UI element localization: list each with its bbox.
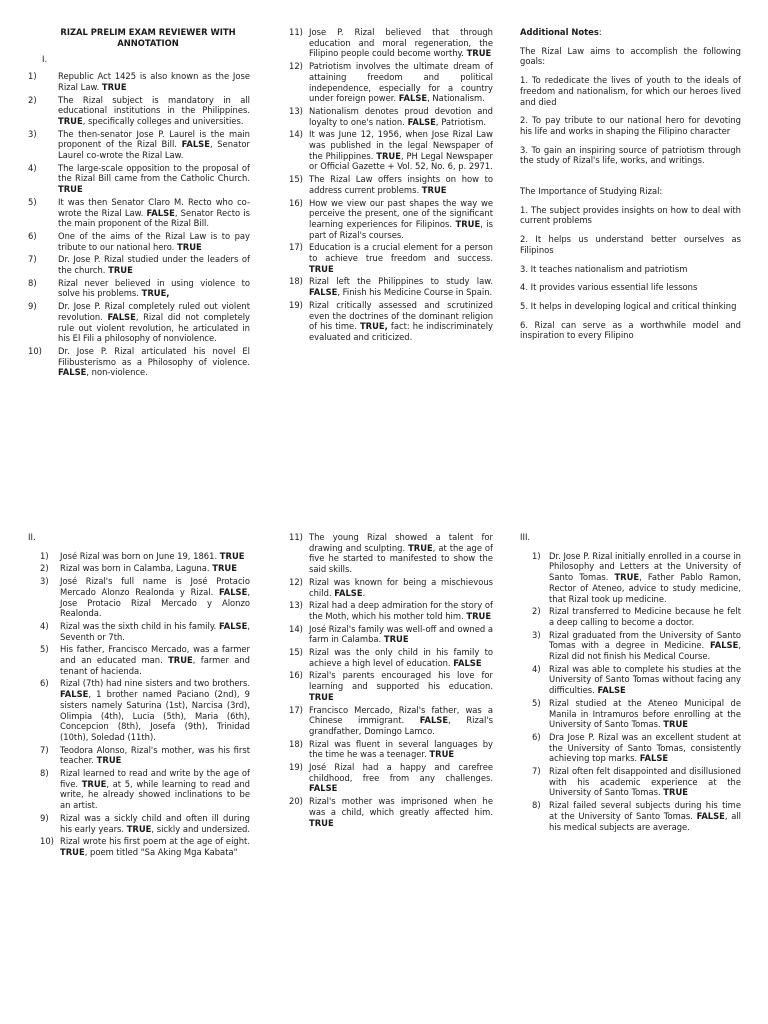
- item-statement: Rizal graduated from the University of Santo Tomas with a degree in Medicine.: [549, 629, 741, 651]
- item-number: 15): [289, 647, 303, 658]
- list-item: [289, 300, 493, 343]
- list-item: [28, 576, 250, 619]
- section1-list-continued: [289, 27, 493, 343]
- note-paragraph: 6. Rizal can serve as a worthwhile model and inspiration to every Filipino: [520, 319, 741, 341]
- item-text: [60, 563, 250, 574]
- answer-mark: FALSE: [218, 620, 248, 631]
- item-text: [309, 705, 493, 737]
- item-number: 6): [40, 678, 49, 689]
- item-text: [309, 198, 493, 241]
- list-item: [289, 198, 493, 241]
- item-statement: Rizal had a deep admiration for the story of the Moth, which his mother told him.: [309, 600, 493, 621]
- item-number: 3): [532, 629, 541, 640]
- item-statement: Rizal often felt disappointed and disillusioned with his academic experience at the University of Santo Tomas.: [549, 766, 741, 798]
- item-statement: Republic Act 1425 is also known as the Jose Rizal Law.: [58, 71, 250, 92]
- item-text: [549, 732, 741, 764]
- item-number: 14): [289, 623, 303, 634]
- list-item: [28, 621, 250, 642]
- section2-numeral: II.: [28, 532, 36, 542]
- item-text: [58, 301, 250, 344]
- item-statement: Dr. Jose P. Rizal studied under the leaders of the church.: [58, 254, 250, 276]
- item-text: [549, 606, 741, 627]
- list-item: [520, 800, 741, 832]
- importance-title: The Importance of Studying Rizal:: [520, 186, 663, 197]
- answer-note: , Seventh or 7th.: [60, 620, 250, 642]
- answer-mark: TRUE: [58, 115, 83, 126]
- item-number: 10): [28, 345, 42, 356]
- item-statement: Rizal was known for being a mischievous child.: [309, 576, 493, 598]
- section3-numeral: III.: [520, 532, 531, 542]
- item-number: 7): [28, 254, 37, 265]
- notes-intro: The Rizal Law aims to accomplish the following goals:: [520, 45, 741, 67]
- answer-mark: FALSE: [597, 685, 626, 696]
- item-statement: One of the aims of the Rizal Law is to pay tribute to our national hero.: [58, 230, 250, 252]
- item-number: 5): [532, 697, 541, 708]
- answer-mark: TRUE: [408, 542, 433, 553]
- list-item: [28, 254, 250, 275]
- item-statement: The large-scale opposition to the proposal of the Rizal Bill came from the Catholic Church.: [58, 162, 250, 184]
- list-item: [289, 242, 493, 274]
- answer-mark: TRUE: [81, 778, 107, 789]
- item-number: 5): [40, 644, 49, 655]
- item-text: [309, 762, 493, 794]
- item-text: [309, 27, 493, 59]
- answer-note: , Jose Protacio Rizal Mercado y Alonzo Realonda.: [60, 586, 250, 619]
- section2-column-left: [28, 532, 250, 860]
- answer-mark: FALSE: [58, 367, 87, 378]
- answer-note: , farmer and tenant of hacienda.: [60, 655, 250, 676]
- item-text: [309, 532, 493, 575]
- answer-mark: TRUE: [383, 634, 409, 645]
- item-statement: Francisco Mercado, Rizal's father, was a Chinese immigrant.: [309, 704, 493, 726]
- item-statement: His father, Francisco Mercado, was a farmer and an educated man.: [60, 644, 250, 666]
- item-statement: Rizal transferred to Medicine because he felt a deep calling to become a doctor.: [549, 606, 741, 627]
- item-statement: José Rizal had a happy and carefree childhood, free from any challenges.: [309, 762, 493, 783]
- answer-mark: TRUE: [168, 655, 193, 666]
- item-text: [60, 621, 250, 642]
- list-item: [28, 129, 250, 161]
- item-number: 12): [289, 576, 303, 587]
- answer-mark: FALSE: [639, 753, 669, 764]
- section3-list: [520, 551, 741, 833]
- answer-mark: TRUE: [421, 184, 447, 195]
- item-statement: José Rizal's family was well-off and owned a farm in Calamba.: [309, 623, 493, 645]
- item-text: [60, 813, 250, 834]
- item-text: [309, 796, 493, 828]
- list-item: [28, 836, 250, 857]
- answer-mark: TRUE: [126, 823, 152, 834]
- item-text: [60, 745, 250, 766]
- item-number: 8): [40, 768, 49, 779]
- item-text: [309, 174, 493, 195]
- answer-note: , Rizal did not finish his Medical Course.: [549, 640, 741, 662]
- item-statement: Rizal was the sixth child in his family.: [60, 620, 217, 631]
- list-item: [289, 762, 493, 794]
- note-paragraph: 1. The subject provides insights on how to deal with current problems: [520, 204, 741, 226]
- list-item: [289, 276, 493, 297]
- item-text: [60, 644, 250, 676]
- item-statement: The young Rizal showed a talent for drawing and sculpting.: [309, 532, 493, 553]
- list-item: [28, 644, 250, 676]
- note-paragraph: 3. To gain an inspiring source of patriotism through the study of Rizal's life, works, and writings.: [520, 144, 741, 166]
- answer-mark: FALSE: [696, 810, 725, 821]
- notes-title-colon: :: [598, 27, 602, 37]
- list-item: [289, 532, 493, 575]
- item-number: 3): [28, 128, 37, 139]
- answer-mark: TRUE: [212, 563, 237, 574]
- item-statement: The Rizal Law offers insights on how to address current problems.: [309, 174, 493, 195]
- list-item: [289, 670, 493, 702]
- item-statement: The Rizal subject is mandatory in all educational institutions in the Philippines.: [58, 94, 250, 116]
- item-number: 8): [532, 800, 541, 811]
- item-statement: Rizal was born in Calamba, Laguna.: [60, 563, 210, 574]
- answer-note: , Father Pablo Ramon, Rector of Ateneo, advice to study medicine, that Rizal took up medicine.: [549, 572, 741, 604]
- item-text: [58, 254, 250, 275]
- answer-mark: TRUE: [309, 263, 334, 274]
- list-item: [520, 732, 741, 764]
- list-item: [289, 739, 493, 760]
- list-item: [28, 163, 250, 195]
- answer-mark: TRUE: [663, 787, 688, 798]
- item-text: [58, 95, 250, 127]
- list-item: [28, 768, 250, 811]
- answer-note: , Senator Recto is the main proponent of the Rizal Bill.: [58, 207, 250, 229]
- item-number: 10): [40, 836, 54, 847]
- list-item: [520, 766, 741, 798]
- answer-note: , PH Legal Newspaper or Official Gazette + Vol. 52, No. 6, p. 2971.: [309, 150, 493, 172]
- item-text: [309, 276, 493, 297]
- section3-column: [520, 532, 741, 834]
- list-item: [28, 231, 250, 252]
- list-item: [289, 174, 493, 195]
- list-item: [289, 796, 493, 828]
- item-number: 19): [289, 762, 303, 773]
- answer-mark: FALSE: [407, 116, 436, 127]
- answer-mark: FALSE: [453, 657, 482, 668]
- answer-note: , all his medical subjects are average.: [549, 810, 741, 832]
- list-item: [289, 129, 493, 172]
- list-item: [289, 624, 493, 645]
- item-number: 18): [289, 738, 303, 749]
- item-number: 11): [289, 532, 303, 542]
- note-paragraph: 4. It provides various essential life lessons: [520, 282, 698, 293]
- document-title: [28, 27, 250, 48]
- answer-note: , at 5, while learning to read and write, he already showed inclinations to be an artist.: [60, 778, 251, 811]
- item-number: 14): [289, 129, 303, 140]
- item-number: 6): [532, 731, 541, 742]
- item-text: [58, 278, 250, 299]
- item-number: 17): [289, 242, 303, 253]
- item-text: [549, 630, 741, 662]
- item-text: [309, 577, 493, 598]
- note-paragraph: 3. It teaches nationalism and patriotism: [520, 263, 688, 274]
- answer-note: fact: he indiscriminately evaluated and criticized.: [309, 321, 493, 342]
- item-text: [60, 576, 250, 619]
- item-number: 2): [40, 563, 49, 574]
- answer-mark: FALSE: [334, 587, 363, 598]
- item-number: 3): [40, 576, 49, 587]
- answer-mark: FALSE: [398, 93, 428, 104]
- answer-mark: FALSE: [309, 287, 338, 298]
- answer-mark: TRUE,: [359, 321, 388, 332]
- note-paragraph: 5. It helps in developing logical and critical thinking: [520, 300, 737, 311]
- section2-list-continued: [289, 532, 493, 828]
- answer-note: , Rizal did not completely rule out violent revolution, he articulated in his El Fili a philosophy of nonviolence.: [58, 311, 251, 344]
- item-text: [309, 624, 493, 645]
- item-number: 1): [532, 550, 541, 561]
- answer-mark: TRUE: [58, 184, 83, 195]
- answer-note: , is part of Rizal's courses.: [309, 218, 493, 240]
- importance-list: [520, 205, 741, 341]
- answer-note: , non-violence.: [86, 367, 148, 378]
- item-number: 20): [289, 796, 303, 807]
- item-statement: Rizal failed several subjects during his time at the University of Santo Tomas.: [549, 800, 741, 821]
- item-text: [60, 551, 250, 562]
- list-item: [520, 664, 741, 696]
- title-line2: ANNOTATION: [117, 37, 179, 48]
- item-number: 17): [289, 704, 303, 715]
- answer-mark: FALSE: [309, 783, 338, 794]
- list-item: [520, 698, 741, 730]
- item-text: [309, 600, 493, 621]
- answer-mark: FALSE: [709, 640, 739, 651]
- section2-list: [28, 551, 250, 858]
- answer-note: , 1 brother named Paciano (2nd), 9 sisters namely Saturina (1st), Narcisa (3rd), Olimpia (4th), Lucia (5th), Maria (6th), Concepcion (8th), Josefa (9th), Trinidad (10th), Soledad (11th).: [60, 689, 250, 742]
- list-item: [28, 95, 250, 127]
- item-statement: Education is a crucial element for a person to achieve true freedom and success.: [309, 242, 493, 264]
- note-paragraph: 1. To rededicate the lives of youth to the ideals of freedom and nationalism, for which our heroes lived and died: [520, 75, 741, 107]
- list-item: [28, 301, 250, 344]
- item-statement: Dr. Jose P. Rizal completely ruled out violent revolution.: [58, 301, 250, 322]
- item-number: 19): [289, 299, 303, 310]
- list-item: [289, 106, 493, 127]
- item-statement: Dra Jose P. Rizal was an excellent student at the University of Santo Tomas, consistently achieving top marks.: [549, 731, 741, 764]
- item-number: 4): [28, 162, 37, 173]
- item-statement: Rizal's mother was imprisoned when he was a child, which greatly affected him.: [309, 796, 493, 817]
- item-text: [58, 346, 250, 378]
- answer-mark: TRUE: [376, 150, 401, 161]
- item-number: 16): [289, 670, 303, 681]
- section2-column-right: [289, 532, 493, 830]
- list-item: [289, 61, 493, 104]
- item-statement: Rizal wrote his first poem at the age of eight.: [60, 836, 250, 847]
- item-text: [549, 800, 741, 832]
- item-number: 1): [40, 550, 49, 561]
- list-item: [28, 745, 250, 766]
- answer-mark: TRUE: [466, 48, 492, 59]
- item-text: [549, 664, 741, 696]
- item-number: 6): [28, 230, 37, 241]
- item-text: [549, 766, 741, 798]
- item-text: [58, 231, 250, 252]
- item-text: [549, 698, 741, 730]
- item-number: 8): [28, 277, 37, 288]
- item-number: 18): [289, 276, 303, 287]
- item-text: [60, 836, 250, 857]
- item-statement: Teodora Alonso, Rizal's mother, was his first teacher.: [60, 744, 250, 766]
- item-text: [309, 670, 493, 702]
- answer-mark: TRUE: [309, 817, 334, 828]
- item-statement: José Rizal's full name is José Protacio Mercado Alonzo Realonda y Rizal.: [60, 576, 250, 597]
- item-text: [309, 129, 493, 172]
- item-number: 4): [532, 663, 541, 674]
- list-item: [289, 577, 493, 598]
- answer-mark: TRUE: [429, 749, 455, 760]
- note-paragraph: 2. It helps us understand better ourselves as Filipinos: [520, 234, 741, 255]
- item-number: 1): [28, 71, 37, 82]
- item-number: 12): [289, 61, 303, 72]
- list-item: [520, 630, 741, 662]
- item-statement: José Rizal was born on June 19, 1861.: [60, 550, 218, 561]
- item-statement: The then-senator Jose P. Laurel is the main proponent of the Rizal Bill.: [58, 128, 250, 150]
- item-text: [309, 739, 493, 760]
- answer-note: , sickly and undersized.: [151, 823, 250, 834]
- answer-mark: FALSE: [146, 207, 175, 218]
- answer-mark: FALSE: [419, 715, 449, 726]
- answer-mark: TRUE,: [141, 288, 170, 299]
- answer-mark: FALSE: [60, 689, 89, 700]
- item-text: [58, 197, 250, 229]
- item-statement: Rizal was the only child in his family to achieve a high level of education.: [309, 647, 493, 668]
- list-item: [28, 278, 250, 299]
- answer-note: , Patriotism.: [435, 116, 487, 127]
- item-text: [549, 551, 741, 605]
- list-item: [289, 27, 493, 59]
- item-text: [58, 71, 250, 92]
- list-item: [28, 551, 250, 562]
- section1-column-right: [289, 27, 493, 345]
- item-text: [309, 61, 493, 104]
- section1-list: [28, 71, 250, 378]
- item-text: [60, 678, 250, 742]
- answer-mark: TRUE: [614, 572, 640, 583]
- answer-mark: TRUE: [96, 755, 122, 766]
- note-paragraph: 2. To pay tribute to our national hero for devoting his life and works in shaping the Filipino character: [520, 115, 741, 136]
- item-number: 13): [289, 600, 303, 611]
- item-statement: How we view our past shapes the way we perceive the present, one of the significant learning experiences for Filipinos.: [309, 197, 493, 229]
- item-statement: Rizal's parents encouraged his love for learning and supported his education.: [309, 670, 493, 692]
- answer-mark: TRUE: [108, 265, 133, 276]
- answer-note: , at the age of five he started to manifested to show the said skills.: [309, 542, 493, 575]
- item-text: [309, 647, 493, 668]
- answer-mark: TRUE: [309, 691, 334, 702]
- answer-note: , specifically colleges and universities.: [82, 115, 244, 126]
- list-item: [28, 813, 250, 834]
- item-statement: Dr. Jose P. Rizal articulated his novel El Filibusterismo as a Philosophy of violence.: [58, 345, 250, 367]
- item-text: [58, 129, 250, 161]
- answer-note: , Nationalism.: [427, 93, 485, 104]
- item-number: 16): [289, 197, 303, 208]
- list-item: [289, 705, 493, 737]
- item-text: [60, 768, 250, 811]
- item-text: [309, 106, 493, 127]
- item-number: 9): [28, 301, 37, 312]
- title-line1: RIZAL PRELIM EXAM REVIEWER WITH: [60, 27, 236, 37]
- item-number: 7): [40, 744, 49, 755]
- item-number: 2): [28, 94, 37, 105]
- item-number: 4): [40, 620, 49, 631]
- list-item: [289, 600, 493, 621]
- notes-title: Additional Notes: [520, 27, 599, 37]
- item-number: 9): [40, 812, 49, 823]
- answer-note: , Senator Laurel co-wrote the Rizal Law.: [58, 139, 250, 161]
- answer-mark: TRUE: [101, 81, 127, 92]
- item-number: 2): [532, 606, 541, 617]
- item-number: 15): [289, 174, 303, 185]
- answer-mark: TRUE: [663, 719, 688, 730]
- item-number: 5): [28, 196, 37, 207]
- item-statement: Rizal was a sickly child and often ill during his early years.: [60, 812, 250, 834]
- item-text: [58, 163, 250, 195]
- answer-note: , Finish his Medicine Course in Spain.: [337, 287, 493, 298]
- list-item: [520, 551, 741, 605]
- answer-mark: FALSE: [218, 586, 248, 597]
- item-statement: Patriotism involves the ultimate dream of attaining freedom and political independence, especially for a country under foreign power.: [309, 61, 493, 104]
- answer-mark: TRUE: [455, 218, 481, 229]
- list-item: [28, 678, 250, 742]
- answer-mark: TRUE: [177, 241, 202, 252]
- answer-mark: FALSE: [181, 139, 210, 150]
- item-statement: Rizal never believed in using violence to solve his problems.: [58, 277, 250, 299]
- answer-mark: FALSE: [107, 311, 136, 322]
- list-item: [289, 647, 493, 668]
- list-item: [28, 346, 250, 378]
- item-statement: Nationalism denotes proud devotion and loyalty to one's nation.: [309, 105, 493, 127]
- item-text: [309, 242, 493, 274]
- item-statement: Rizal left the Philippines to study law.: [309, 276, 493, 287]
- item-statement: Rizal studied at the Ateneo Municipal de Manila in Intramuros before enrolling at the University of Santo Tomas.: [549, 697, 741, 730]
- list-item: [520, 606, 741, 627]
- item-statement: Rizal learned to read and write by the age of five.: [60, 768, 250, 789]
- answer-mark: TRUE: [60, 846, 85, 857]
- item-statement: Dr. Jose P. Rizal initially enrolled in a course in Philosophy and Letters at the University of Santo Tomas.: [549, 550, 741, 583]
- item-number: 7): [532, 766, 541, 777]
- item-statement: It was then Senator Claro M. Recto who co-wrote the Rizal Law.: [58, 196, 250, 218]
- item-statement: Rizal (7th) had nine sisters and two brothers.: [60, 678, 250, 689]
- answer-mark: TRUE: [466, 610, 492, 621]
- item-statement: Rizal was fluent in several languages by the time he was a teenager.: [309, 738, 493, 760]
- item-statement: Jose P. Rizal believed that through education and moral regeneration, the Filipino people could become worthy.: [309, 27, 493, 59]
- list-item: [28, 197, 250, 229]
- additional-notes: [520, 27, 741, 349]
- item-statement: Rizal critically assessed and scrutinized even the doctrines of the dominant religion of his time.: [309, 299, 493, 332]
- answer-note: , Rizal's grandfather, Domingo Lamco.: [309, 715, 493, 736]
- answer-note: .: [362, 587, 366, 598]
- section1-column-left: [28, 27, 250, 380]
- item-text: [309, 300, 493, 343]
- item-statement: Rizal was able to complete his studies at the University of Santo Tomas without facing any difficulties.: [549, 663, 741, 696]
- answer-mark: TRUE: [219, 550, 245, 561]
- item-statement: It was June 12, 1956, when Jose Rizal Law was published in the legal Newspaper of the Philippines.: [309, 129, 493, 161]
- section1-numeral: I.: [42, 54, 48, 65]
- goals-list: [520, 75, 741, 166]
- item-number: 11): [289, 27, 303, 37]
- answer-note: , poem titled "Sa Aking Mga Kabata": [84, 846, 238, 857]
- item-number: 13): [289, 105, 303, 116]
- list-item: [28, 563, 250, 574]
- list-item: [28, 71, 250, 92]
